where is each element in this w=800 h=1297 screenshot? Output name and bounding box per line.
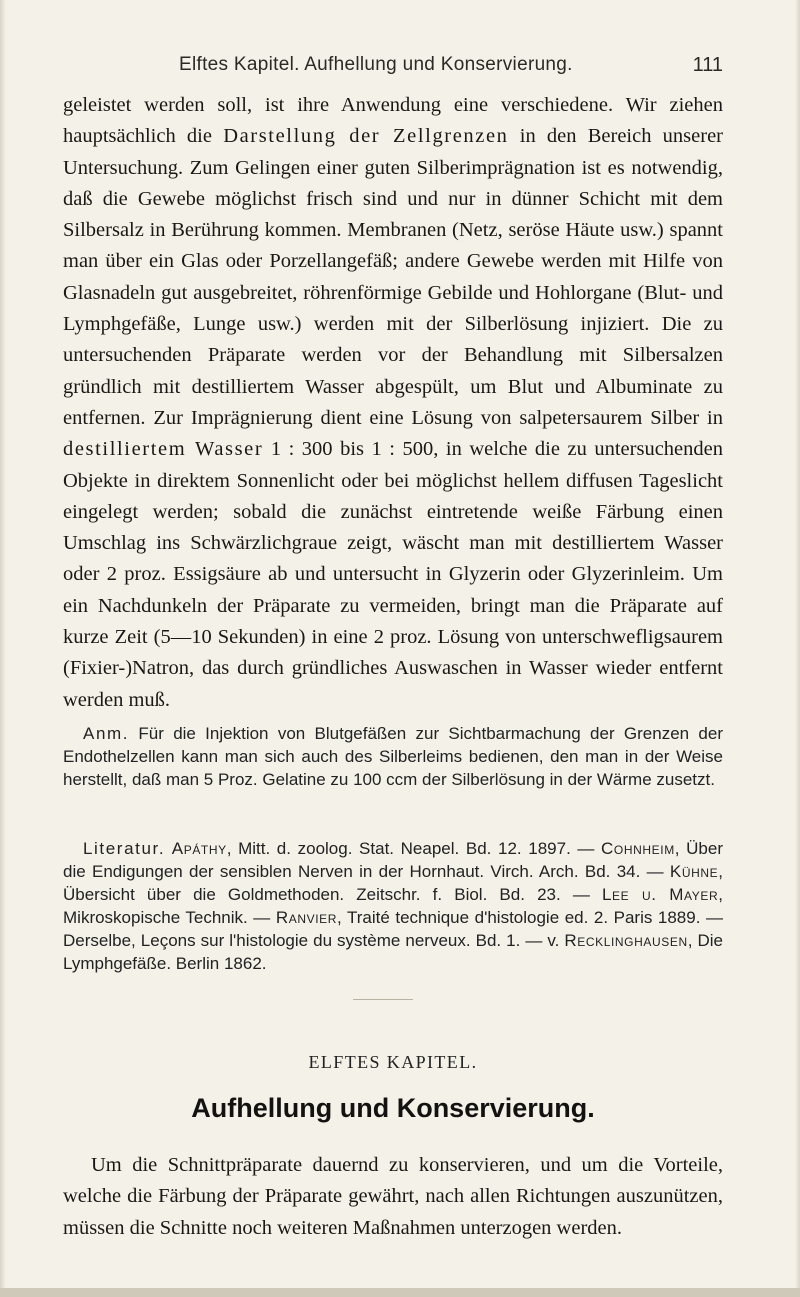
page-bottom-edge: [0, 1288, 800, 1297]
reference-text: , Traité technique d'histologie ed. 2. Paris 1889. — Derselbe, Leçons sur l'histologie du système nerveux. Bd. 1. — v.: [63, 908, 723, 950]
author-name: Ranvier: [275, 908, 338, 927]
text-run: geleistet werden soll, ist ihre Anwendung eine verschiedene. Wir ziehen hauptsächlich die: [63, 94, 723, 148]
chapter-label: ELFTES KAPITEL.: [308, 1052, 478, 1072]
footnote-anmerkung: [63, 722, 723, 791]
section-divider: [353, 999, 413, 1000]
chapter-intro-text: Um die Schnittpräparate dauernd zu konservieren, und um die Vorteile, welche die Färbung der Präparate gewährt, nach allen Richtungen auszunützen, müssen die Schnitte noch weiteren Maßnahmen unterzogen werden.: [63, 1154, 723, 1239]
page-edge-right: [795, 0, 800, 1297]
note-text: Für die Injektion von Blutgefäßen zur Sichtbarmachung der Grenzen der Endothelzellen kann man sich auch des Silberleims bedienen, den man in der Weise herstellt, daß man 5 Proz. Gelatine zu 100 ccm der Silberlösung in der Wärme zusetzt.: [63, 724, 723, 789]
reference-text: , Mikroskopische Technik. —: [63, 885, 723, 927]
text-run: 1 : 300 bis 1 : 500, in welche die zu untersuchenden Objekte in direktem Sonnenlicht oder bei möglichst hellem diffusen Tageslicht eingelegt werden; sobald die zunächst eintretende weiße Färbung einen Umschlag ins Schwärzlichgraue zeigt, wäscht man mit destilliertem Wasser oder 2 proz. Essigsäure ab und untersucht in Glyzerin oder Glyzerinleim. Um ein Nachdunkeln der Präparate zu vermeiden, bringt man die Präparate auf kurze Zeit (5—10 Sekunden) in eine 2 proz. Lösung von unterschwefligsaurem (Fixier-)Natron, das durch gründliches Auswaschen in Wasser wieder entfernt werden muß.: [63, 438, 723, 711]
author-name: Apáthy: [171, 839, 227, 858]
reference-text: , Übersicht über die Goldmethoden. Zeitschr. f. Biol. Bd. 23. —: [63, 862, 723, 904]
main-paragraph: [63, 90, 723, 716]
page-number: 111: [692, 54, 723, 76]
page-edge-left: [0, 0, 6, 1297]
literature-label: Literatur.: [83, 839, 166, 858]
paragraph-text: [63, 90, 723, 716]
author-name: Cohnheim: [601, 839, 675, 858]
note-label: Anm.: [83, 724, 130, 743]
reference-text: , Über die Endigungen der sensiblen Nerven in der Hornhaut. Virch. Arch. Bd. 34. —: [63, 839, 723, 881]
author-name: Lee u. Mayer: [601, 885, 719, 904]
reference-text: , Mitt. d. zoolog. Stat. Neapel. Bd. 12. 1897. —: [226, 839, 602, 858]
literature-references: [63, 837, 723, 975]
chapter-intro: [63, 1150, 723, 1244]
emphasized-text: destilliertem Wasser: [63, 438, 264, 461]
chapter-title: Aufhellung und Konservierung.: [191, 1093, 595, 1123]
reference-text: , Die Lymphgefäße. Berlin 1862.: [63, 931, 723, 973]
running-header: [63, 54, 723, 84]
author-name: Recklinghausen: [564, 931, 688, 950]
running-title: Elftes Kapitel. Aufhellung und Konservierung.: [179, 54, 573, 75]
text-run: in den Bereich unserer Untersuchung. Zum Gelingen einer guten Silberimprägnation ist es notwendig, daß die Gewebe möglichst frisch sind und nur in dünner Schicht mit dem Silbersalz in Berührung kommen. Membranen (Netz, seröse Häute usw.) spannt man über ein Glas oder Porzellangefäß; andere Gewebe werden mit Hilfe von Glasnadeln gut ausgebreitet, röhrenförmige Gebilde und Hohlorgane (Blut- und Lymphgefäße, Lunge usw.) werden mit der Silberlösung injiziert. Die zu untersuchenden Präparate werden vor der Behandlung mit Silbersalzen gründlich mit destilliertem Wasser abgespült, um Blut und Albuminate zu entfernen. Zur Imprägnierung dient eine Lösung von salpetersaurem Silber in: [63, 125, 723, 429]
author-name: Kühne: [669, 862, 719, 881]
emphasized-text: Darstellung der Zellgrenzen: [223, 125, 509, 148]
